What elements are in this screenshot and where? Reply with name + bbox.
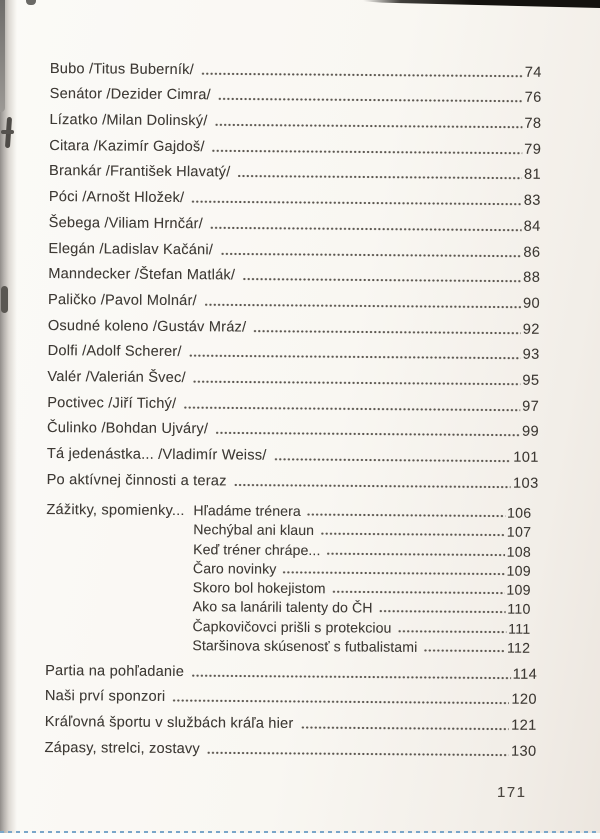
dot-leader: [397, 630, 506, 634]
toc-entry: [50, 80, 542, 110]
toc-entry: [45, 656, 537, 686]
toc-subentry-page: 109: [506, 581, 531, 598]
toc-entry-page: 90: [522, 295, 541, 312]
scan-corner-mark: [26, 0, 36, 5]
toc-entry-label: Partia na pohľadanie: [45, 662, 185, 680]
toc-subentry: [193, 597, 538, 619]
toc-subentry-page: 108: [506, 543, 532, 560]
toc-entry-label: Naši prví sponzori: [44, 688, 166, 706]
toc-entry: [47, 388, 539, 418]
toc-subentry-label: Ako sa lanárili talenty do ČH: [192, 598, 373, 617]
toc-entry-page: 83: [523, 192, 541, 209]
toc-entry: [47, 439, 539, 469]
toc-entry: [49, 182, 541, 212]
toc-entry: [49, 105, 541, 135]
toc-entry-label: Lízatko /Milan Dolinský/: [49, 112, 208, 130]
dot-leader: [379, 610, 506, 614]
toc-subentry-page: 109: [506, 562, 532, 579]
toc-subentry: [192, 617, 537, 639]
gutter-ink-mark-2: [1, 286, 8, 313]
toc-entry-page: 92: [522, 321, 540, 338]
toc-entry-page: 81: [523, 167, 542, 184]
toc-subentry-label: Nechýbal ani klaun: [193, 521, 315, 539]
toc-entry-label: Elegán /Ladislav Kačáni/: [48, 240, 214, 258]
dot-leader: [423, 649, 505, 653]
toc-entry-label: Zápasy, strelci, zostavy: [44, 739, 200, 758]
toc-entry-label: Póci /Arnošt Hložek/: [48, 189, 185, 207]
toc-subentry-page: 111: [508, 620, 531, 637]
toc-entry: [48, 285, 540, 315]
toc-subentry-label: Skoro bol hokejistom: [192, 579, 326, 597]
toc-subentry-page: 107: [506, 523, 532, 541]
dot-leader: [320, 532, 505, 536]
toc-entry-label: Po aktívnej činnosti a teraz: [46, 471, 227, 490]
toc-subentry-page: 110: [507, 601, 531, 618]
toc-entry-label: Osudné koleno /Gustáv Mráz/: [47, 317, 247, 336]
dot-leader: [332, 590, 505, 594]
toc-entry-page: 99: [521, 424, 540, 441]
dot-leader: [253, 329, 520, 334]
dot-leader: [242, 278, 521, 283]
dot-leader: [307, 513, 505, 518]
toc-entry-page: 84: [523, 218, 541, 235]
toc-entry: [47, 465, 539, 495]
page-number: 171: [497, 784, 527, 801]
toc-entry-page: 78: [524, 115, 542, 132]
toc-subentry-label: Čaro novinky: [192, 560, 277, 577]
toc-entry-label: Bubo /Titus Buberník/: [49, 60, 194, 78]
toc-subentry-page: 106: [506, 504, 532, 521]
dot-leader: [282, 571, 504, 576]
toc-entry-page: 101: [513, 449, 539, 466]
dot-leader: [191, 674, 511, 680]
toc-entry-page: 76: [524, 90, 542, 107]
toc-entry-label: Poctivec /Jiří Tichý/: [47, 394, 177, 412]
toc-entry-page: 103: [513, 475, 539, 492]
toc: [44, 54, 542, 763]
toc-entry-page: 121: [511, 717, 537, 734]
toc-entry-label: Kráľovná športu v službách kráľa hier: [44, 714, 294, 733]
gutter-ink-mark-cross: [1, 130, 14, 134]
dot-leader: [210, 226, 522, 231]
toc-group: [45, 500, 538, 658]
toc-entry-label: Čulinko /Bohdan Ujváry/: [46, 420, 209, 438]
dot-leader: [172, 699, 509, 705]
dot-leader: [218, 98, 523, 103]
toc-entry: [48, 311, 540, 341]
toc-entry-page: 86: [523, 244, 541, 261]
toc-entry: [47, 414, 539, 444]
toc-entry-label: Citara /Kazimír Gajdoš/: [49, 137, 205, 155]
scan-top-edge-shadow: [363, 0, 600, 8]
dot-leader: [234, 483, 511, 488]
toc-entry-page: 79: [524, 141, 542, 158]
dot-leader: [237, 175, 522, 180]
toc-subentry: [193, 578, 538, 600]
toc-entry-page: 120: [511, 692, 538, 709]
toc-entry-label: Manndecker /Štefan Matlák/: [48, 266, 236, 284]
toc-entry-page: 130: [510, 743, 537, 760]
toc-subentry-label: Keď tréner chrápe...: [193, 540, 321, 558]
toc-group-label: Zážitky, spomienky...: [46, 501, 185, 519]
toc-entry-label: Senátor /Dezider Cimra/: [49, 86, 211, 104]
toc-entry-page: 114: [512, 666, 538, 683]
toc-entry-page: 74: [524, 64, 542, 81]
gutter-shadow-dark-segment: [0, 0, 5, 112]
toc-entry-label: Brankár /František Hlavatý/: [49, 163, 231, 181]
toc-entry-page: 95: [522, 372, 540, 389]
toc-subentry: [193, 501, 538, 523]
toc-subentry-label: Staršinova skúsenosť s futbalistami: [192, 637, 418, 655]
dot-leader: [326, 552, 504, 556]
dot-leader: [212, 149, 523, 154]
toc-entry-label: Valér /Valerián Švec/: [47, 368, 186, 387]
toc-entry: [49, 208, 541, 238]
dot-leader: [215, 123, 523, 128]
toc-entry-page: 97: [522, 398, 540, 415]
toc-entry-page: 88: [523, 269, 541, 287]
toc-entry: [45, 682, 537, 712]
toc-entry-label: Šebega /Viliam Hrnčár/: [48, 214, 203, 233]
dot-leader: [183, 406, 520, 412]
dot-leader: [215, 432, 520, 437]
toc-subentry-label: Čapkovičovci prišli s protekciou: [192, 617, 392, 636]
toc-entry-page: 93: [522, 346, 540, 364]
dot-leader: [220, 252, 521, 257]
dot-leader: [204, 303, 521, 308]
toc-group-children: [192, 501, 538, 658]
dot-leader: [191, 200, 522, 206]
toc-entry: [48, 337, 540, 367]
dot-leader: [201, 72, 523, 78]
toc-entry-label: Tá jedenástka... /Vladimír Weiss/: [46, 445, 267, 464]
dot-leader: [207, 751, 509, 756]
toc-subentry: [193, 520, 538, 542]
dot-leader: [193, 380, 521, 386]
toc-entry-label: Dolfi /Adolf Scherer/: [47, 343, 182, 361]
toc-subentry-label: Hľadáme trénera: [193, 502, 301, 519]
toc-entry: [48, 259, 540, 289]
scan-bottom-margin: [0, 833, 600, 839]
toc-entry: [45, 707, 537, 737]
toc-entry: [49, 157, 541, 187]
toc-entry: [47, 362, 539, 392]
dot-leader: [273, 458, 511, 463]
dot-leader: [189, 354, 521, 360]
toc-entry: [48, 234, 540, 264]
toc-entry: [50, 54, 542, 84]
dot-leader: [300, 726, 509, 731]
toc-subentry-page: 112: [506, 639, 531, 656]
toc-subentry: [192, 636, 537, 658]
toc-entry: [44, 733, 536, 763]
toc-subentry: [193, 539, 538, 561]
toc-entry-label: Paličko /Pavol Molnár/: [48, 291, 197, 310]
toc-entry: [49, 131, 541, 161]
toc-subentry: [193, 559, 538, 581]
